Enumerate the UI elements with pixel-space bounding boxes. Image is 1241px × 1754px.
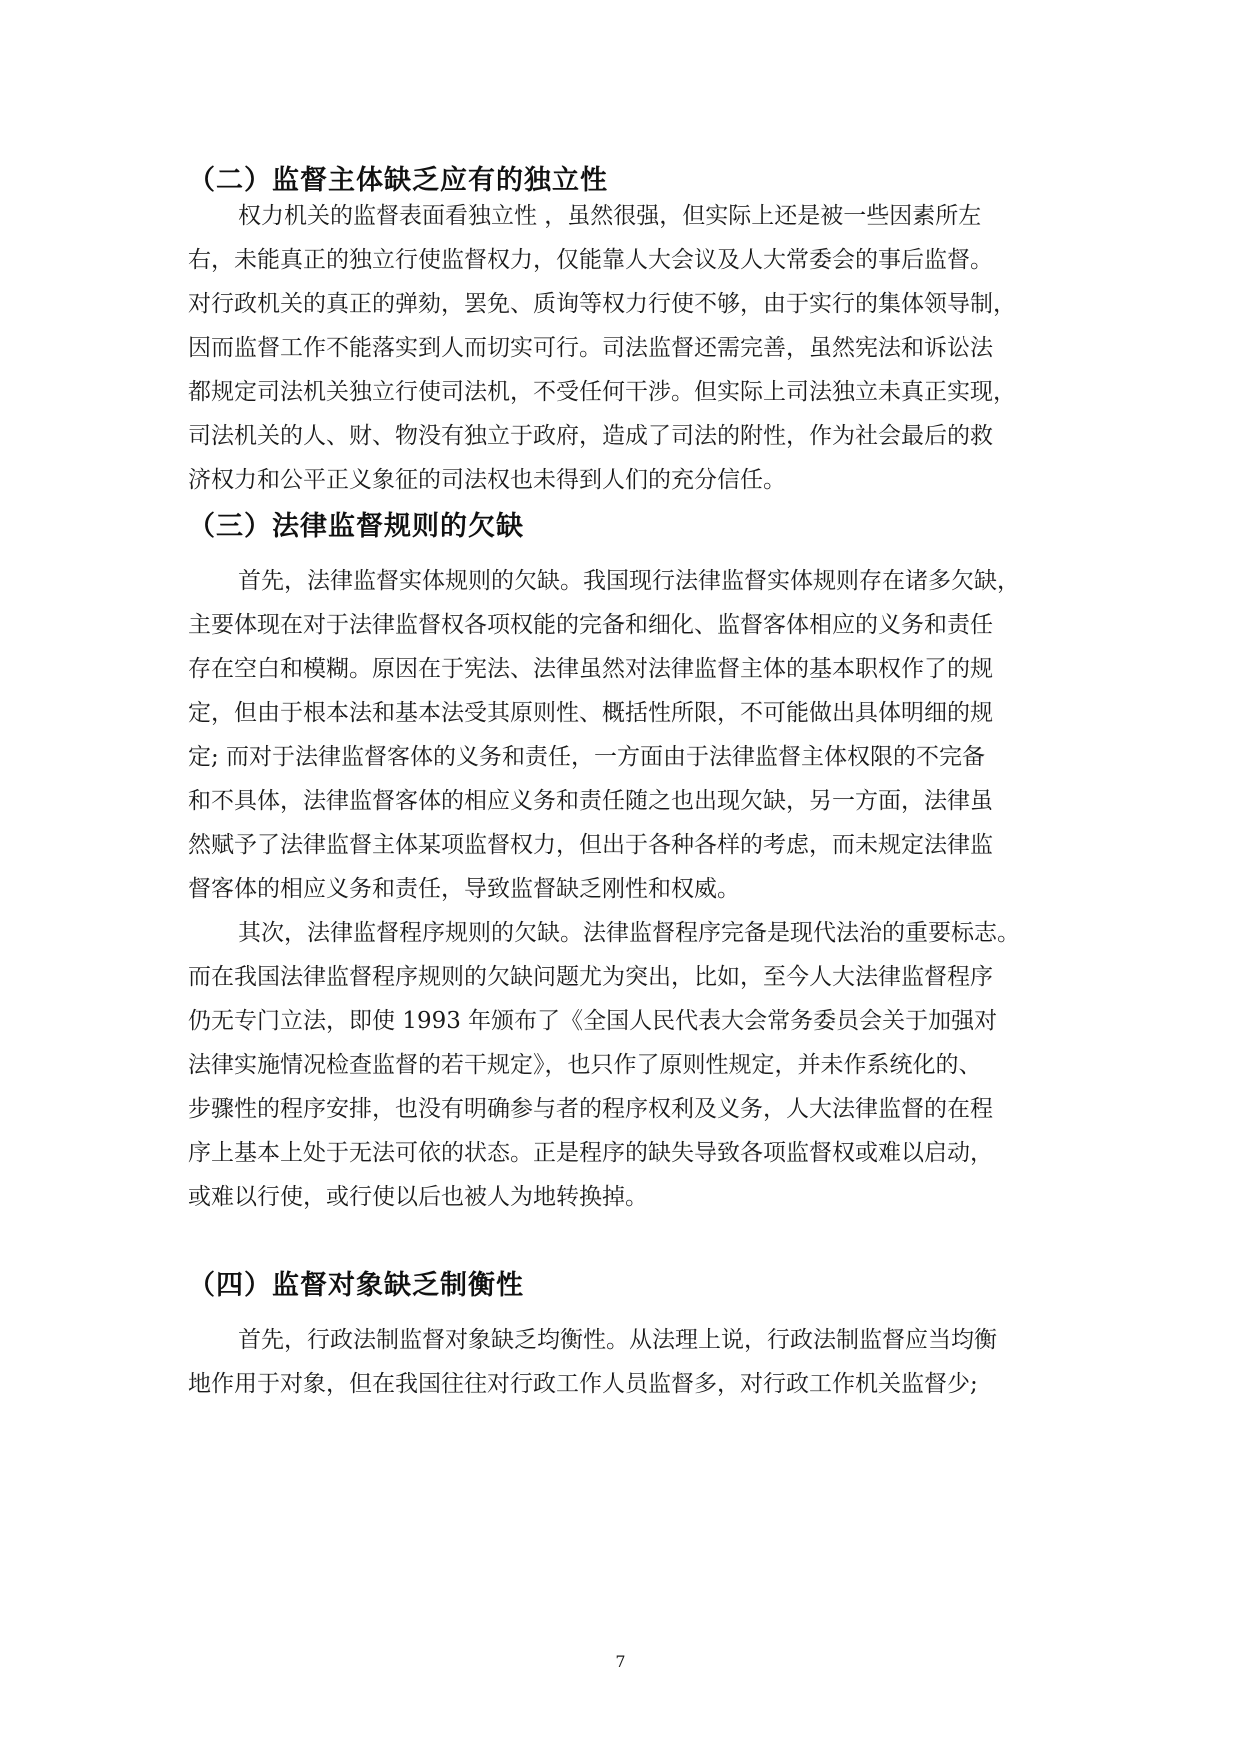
paragraph-line: 督客体的相应义务和责任，导致监督缺乏刚性和权威。 <box>188 876 740 902</box>
paragraph-line: 都规定司法机关独立行使司法机，不受任何干涉。但实际上司法独立未真正实现， <box>188 379 1016 405</box>
paragraph-line: 济权力和公平正义象征的司法权也未得到人们的充分信任。 <box>188 467 786 493</box>
paragraph-line: 序上基本上处于无法可依的状态。正是程序的缺失导致各项监督权或难以启动， <box>188 1140 993 1166</box>
paragraph-line: 司法机关的人、财、物没有独立于政府，造成了司法的附性，作为社会最后的救 <box>188 423 993 449</box>
paragraph-line: 或难以行使，或行使以后也被人为地转换掉。 <box>188 1184 648 1210</box>
paragraph-line: 首先，法律监督实体规则的欠缺。我国现行法律监督实体规则存在诸多欠缺， <box>238 568 1020 594</box>
paragraph-line: 首先，行政法制监督对象缺乏均衡性。从法理上说，行政法制监督应当均衡 <box>238 1327 997 1353</box>
paragraph-line: 和不具体，法律监督客体的相应义务和责任随之也出现欠缺，另一方面，法律虽 <box>188 788 993 814</box>
paragraph-line: 步骤性的程序安排，也没有明确参与者的程序权利及义务，人大法律监督的在程 <box>188 1096 993 1122</box>
paragraph-line: 右，未能真正的独立行使监督权力，仅能靠人大会议及人大常委会的事后监督。 <box>188 247 993 273</box>
paragraph-line: 因而监督工作不能落实到人而切实可行。司法监督还需完善，虽然宪法和诉讼法 <box>188 335 993 361</box>
paragraph-line: 仍无专门立法，即使 1993 年颁布了《全国人民代表大会常务委员会关于加强对 <box>188 1008 998 1034</box>
paragraph-line: 法律实施情况检查监督的若干规定》，也只作了原则性规定，并未作系统化的、 <box>188 1052 982 1078</box>
paragraph-line: 然赋予了法律监督主体某项监督权力，但出于各种各样的考虑，而未规定法律监 <box>188 832 993 858</box>
paragraph-line: 对行政机关的真正的弹劾，罢免、质询等权力行使不够，由于实行的集体领导制， <box>188 291 1016 317</box>
paragraph-line: 主要体现在对于法律监督权各项权能的完备和细化、监督客体相应的义务和责任 <box>188 612 993 638</box>
section-heading: （二）监督主体缺乏应有的独立性 <box>188 165 608 196</box>
paragraph-line: 定; 而对于法律监督客体的义务和责任，一方面由于法律监督主体权限的不完备 <box>188 744 986 770</box>
paragraph-line: 而在我国法律监督程序规则的欠缺问题尤为突出，比如，至今人大法律监督程序 <box>188 964 993 990</box>
paragraph-line: 定，但由于根本法和基本法受其原则性、概括性所限，不可能做出具体明细的规 <box>188 700 993 726</box>
paragraph-line: 其次，法律监督程序规则的欠缺。法律监督程序完备是现代法治的重要标志。 <box>238 920 1020 946</box>
section-heading: （四）监督对象缺乏制衡性 <box>188 1270 524 1301</box>
paragraph-line: 地作用于对象，但在我国往往对行政工作人员监督多，对行政工作机关监督少; <box>188 1371 978 1397</box>
paragraph-line: 权力机关的监督表面看独立性 ，虽然很强，但实际上还是被一些因素所左 <box>238 203 982 229</box>
page-number: 7 <box>615 1652 626 1671</box>
paragraph-line: 存在空白和模糊。原因在于宪法、法律虽然对法律监督主体的基本职权作了的规 <box>188 656 993 682</box>
section-heading: （三）法律监督规则的欠缺 <box>188 511 524 542</box>
